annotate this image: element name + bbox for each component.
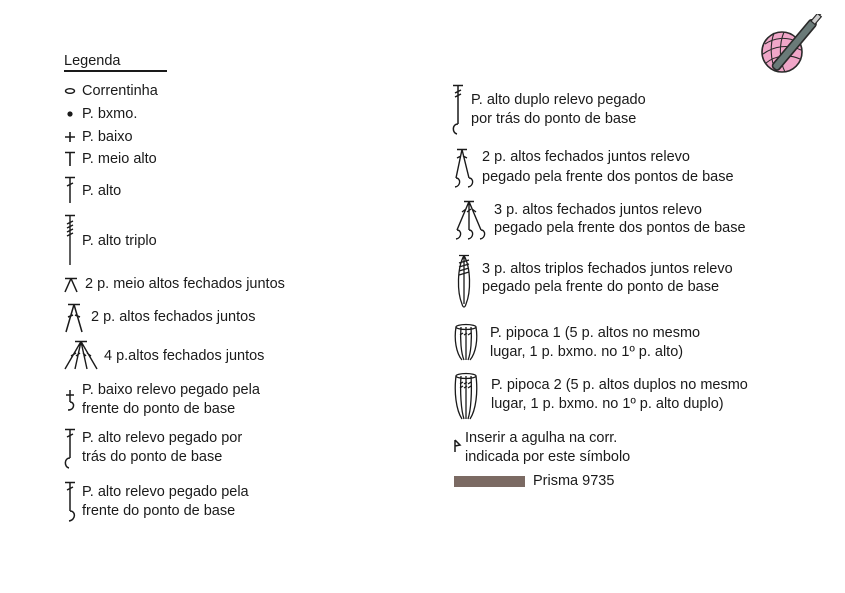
legend-item-label: Inserir a agulha na corr. bbox=[465, 430, 618, 446]
legend-item-label: trás do ponto de base bbox=[82, 449, 223, 465]
legend-title: Legenda bbox=[64, 53, 121, 69]
insert-hook-arrow-symbol-icon bbox=[452, 438, 462, 454]
legend-item-label: frente do ponto de base bbox=[82, 401, 236, 417]
legend-item-label: frente do ponto de base bbox=[82, 503, 236, 519]
legend-item-label: P. meio alto bbox=[82, 151, 157, 167]
legend-item-label: P. alto triplo bbox=[82, 233, 157, 249]
popcorn-1-symbol-icon bbox=[452, 323, 480, 363]
yarn-ball-crochet-hook-icon bbox=[748, 14, 824, 90]
front-post-dc-symbol-icon bbox=[63, 481, 77, 523]
dc4tog-symbol-icon bbox=[63, 340, 99, 370]
back-post-tr-symbol-icon bbox=[451, 84, 465, 136]
legend-item-label: P. alto bbox=[82, 183, 122, 199]
legend-item-label: 2 p. meio altos fechados juntos bbox=[85, 276, 285, 292]
legend-item-label: pegado pela frente do ponto de base bbox=[482, 279, 720, 295]
legend-item-label: Correntinha bbox=[82, 83, 158, 99]
legend-item-label: P. bxmo. bbox=[82, 106, 138, 122]
legend-item-label: 2 p. altos fechados juntos bbox=[91, 309, 256, 325]
triple-treble-symbol-icon bbox=[64, 214, 76, 266]
fpdc2tog-symbol-icon bbox=[451, 148, 479, 190]
legend-item-label: 3 p. altos fechados juntos relevo bbox=[494, 202, 702, 218]
legend-item-label: P. baixo relevo pegado pela bbox=[82, 382, 260, 398]
legend-item-label: 3 p. altos triplos fechados juntos relevo bbox=[482, 261, 733, 277]
legend-item-label: 2 p. altos fechados juntos relevo bbox=[482, 149, 690, 165]
double-crochet-symbol-icon bbox=[64, 176, 76, 204]
half-double-crochet-symbol-icon bbox=[64, 151, 76, 167]
legend-item-label: por trás do ponto de base bbox=[471, 111, 637, 127]
popcorn-2-symbol-icon bbox=[452, 372, 480, 422]
legend-item-label: lugar, 1 p. bxmo. no 1º p. alto duplo) bbox=[491, 396, 724, 412]
hdc2tog-symbol-icon bbox=[63, 277, 79, 293]
back-post-dc-symbol-icon bbox=[63, 428, 77, 470]
front-post-sc-symbol-icon bbox=[63, 388, 77, 412]
legend-item-label: P. pipoca 1 (5 p. altos no mesmo bbox=[490, 325, 701, 341]
fpdc3tog-symbol-icon bbox=[451, 200, 489, 242]
legend-item-label: P. alto relevo pegado pela bbox=[82, 484, 249, 500]
legend-item-label: pegado pela frente dos pontos de base bbox=[482, 169, 734, 185]
legend-title-underline bbox=[64, 70, 167, 72]
slip-stitch-dot-icon bbox=[66, 110, 74, 118]
legend-item-label: P. pipoca 2 (5 p. altos duplos no mesmo bbox=[491, 377, 748, 393]
legend-item-label: 4 p.altos fechados juntos bbox=[104, 348, 265, 364]
legend-item-label: P. alto relevo pegado por bbox=[82, 430, 243, 446]
legend-item-label: indicada por este símbolo bbox=[465, 449, 631, 465]
fptrtr3tog-symbol-icon bbox=[453, 254, 475, 310]
legend-item-label: lugar, 1 p. bxmo. no 1º p. alto) bbox=[490, 344, 684, 360]
legend-item-label: P. alto duplo relevo pegado bbox=[471, 92, 646, 108]
legend-item-label: P. baixo bbox=[82, 129, 133, 145]
color-swatch bbox=[454, 476, 525, 487]
chain-symbol-icon bbox=[64, 87, 76, 95]
color-swatch-label: Prisma 9735 bbox=[533, 473, 615, 489]
dc2tog-symbol-icon bbox=[63, 303, 85, 333]
legend-item-label: pegado pela frente dos pontos de base bbox=[494, 220, 746, 236]
single-crochet-plus-icon bbox=[64, 131, 76, 143]
